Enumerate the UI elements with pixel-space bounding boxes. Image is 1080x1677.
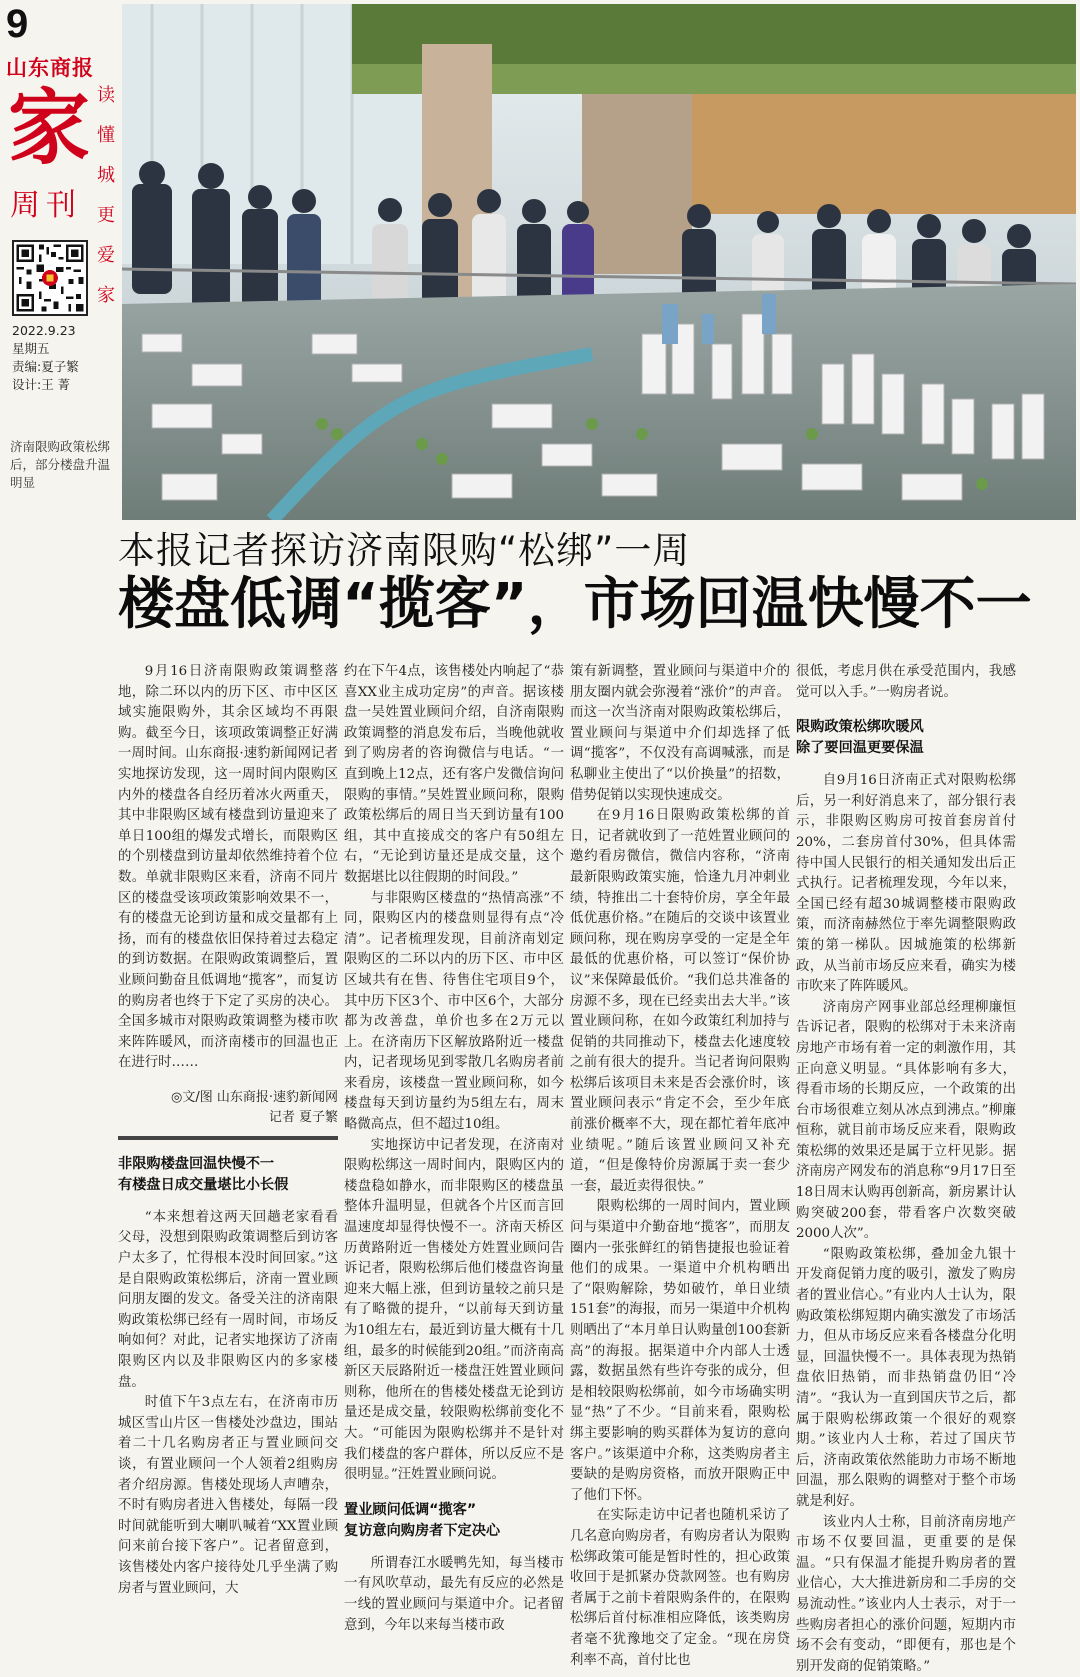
- photo-caption: 济南限购政策松绑后，部分楼盘升温明显: [10, 439, 111, 490]
- section-weekly: 周刊: [10, 188, 82, 223]
- body-paragraph: 时值下午3点左右，在济南市历城区雪山片区一售楼处沙盘边，围站着二十几名购房者正与置业顾问交谈，有置业顾问一个人领着2组购房者介绍房源。售楼处现场人声嘈杂，不时有购房者进入售楼处，每隔一段时间就能听到大喇叭喊着“XX置业顾问来前台接下客户”。记者留意到，该售楼处内客户接待处几乎坐满了购房者与置业顾问，大: [118, 1395, 338, 1596]
- masthead: [0, 0, 122, 520]
- paper-name: 山东商报: [6, 56, 94, 80]
- designer-credit: 设计:王 菁: [12, 377, 71, 392]
- qr-code-icon[interactable]: [12, 240, 88, 316]
- slogan-char: 爱: [97, 245, 115, 266]
- subhead-line: 限购政策松绑吹暖风: [796, 719, 924, 736]
- body-paragraph: 限购松绑的一周时间内，置业顾问与渠道中介勤奋地“揽客”，而朋友圈内一张张鲜红的销售捷报也验证着他们的成果。一渠道中介机构晒出了“限购解除，势如破竹，单日业绩151套”的海报，而另一渠道中介机构则晒出了“本月单日认购量创100套新高”的海报。据渠道中介内部人士透露，数据虽然有些许夸张的成分，但是相较限购松绑前，如今市场确实明显“热”了不少。“目前来看，限购松绑主要影响的购买群体为复访的意向客户。”该渠道中介称，这类购房者主要缺的是购房资格，而放开限购正中了他们下怀。: [570, 1199, 790, 1503]
- body-paragraph: 很低，考虑月供在承受范围内，我感觉可以入手。”一购房者说。: [796, 664, 1016, 700]
- lead-photo: [122, 4, 1076, 520]
- subhead-line: 置业顾问低调“揽客”: [344, 1501, 477, 1518]
- article-column-3: [570, 662, 790, 1671]
- body-paragraph: 在实际走访中记者也随机采访了几名意向购房者，有购房者认为限购松绑政策可能是暂时性的，担心政策收回于是抓紧办贷款网签。也有购房者属于之前卡着限购条件的，在限购松绑后首付标准相应降低，该类购房者毫不犹豫地交了定金。“现在房贷利率不高，首付比也: [570, 1508, 790, 1668]
- slogan-char: 懂: [97, 125, 115, 146]
- article-column-1: [118, 662, 338, 1599]
- main-headline: 楼盘低调“揽客”，市场回温快慢不一: [118, 572, 1032, 637]
- subhead-line: 非限购楼盘回温快慢不一: [118, 1155, 275, 1172]
- body-paragraph: 该业内人士称，目前济南房地产市场不仅要回温，更重要的是保温。“只有保温才能提升购房者的置业信心，大大推进新房和二手房的交易流动性。”该业内人士表示，对于一些购房者担心的涨价问题，短期内市场不会有变动，“即便有，那也是个别开发商的促销策略。”: [796, 1514, 1016, 1674]
- article-column-2: [344, 662, 564, 1636]
- section-title: 家: [8, 80, 91, 176]
- body-paragraph: 实地探访中记者发现，在济南对限购松绑这一周时间内，限购区内的楼盘稳如静水，而非限购区的楼盘虽整体升温明显，但就各个片区而言回温速度却显得快慢不一。济南天桥区历黄路附近一售楼处方姓置业顾问告诉记者，限购松绑后他们楼盘咨询量迎来大幅上涨，但到访量较之前只是有了略微的提升，“以前每天到访量为10组左右，最近到访量大概有十几组，最多的时候能到20组。”而济南高新区天辰路附近一楼盘汪姓置业顾问则称，他所在的售楼处楼盘无论到访量还是成交量，较限购松绑前变化不大。“可能因为限购松绑并不是针对我们楼盘的客户群体，所以反应不是很明显。”汪姓置业顾问说。: [344, 1137, 564, 1483]
- slogan-char: 城: [97, 165, 115, 186]
- byline-line: 记者 夏子繁: [268, 1109, 338, 1125]
- body-paragraph: 济南房产网事业部总经理柳廉恒告诉记者，限购的松绑对于未来济南房地产市场有着一定的刺激作用，其正向意义明显。“具体影响有多大，得看市场的长期反应，一个政策的出台市场很难立刻从冰点到沸点。”柳廉恒称，就目前市场反应来看，限购政策松绑的效果还是属于立杆见影。据济南房产网发布的消息称“9月17日至18日周末认购再创新高，新房累计认购突破200套，带看客户次数突破2000人次”。: [796, 999, 1016, 1242]
- slogan: [94, 86, 118, 306]
- body-paragraph: 策有新调整，置业顾问与渠道中介的朋友圈内就会弥漫着“涨价”的声音。而这一次当济南对限购政策松绑后，置业顾问与渠道中介们却选择了低调“揽客”，不仅没有高调喊涨，而是私聊业主使出了“以价换量”的招数，借势促销以实现快速成交。: [570, 664, 790, 803]
- editor-credit: 责编:夏子繁: [12, 359, 79, 374]
- body-paragraph: “本来想着这两天回趟老家看看父母，没想到限购政策调整后到访客户太多了，忙得根本没时间回家。”这是自限购政策松绑后，济南一置业顾问朋友圈的发文。备受关注的济南限购政策松绑已经有一周时间，市场反响如何？对此，记者实地探访了济南限购区内以及非限购区内的多家楼盘。: [118, 1209, 338, 1390]
- body-paragraph: 与非限购区楼盘的“热情高涨”不同，限购区内的楼盘则显得有点“冷清”。记者梳理发现，目前济南划定限购区的二环以内的历下区、市中区区域共有在售、待售住宅项目9个，其中历下区3个、市中区6个，大部分都为改善盘，单价也多在2万元以上。在济南历下区解放路附近一楼盘内，记者现场见到零散几名购房者前来看房，该楼盘一置业顾问称，如今楼盘每天到访量约为5组左右，周末略微高点，但不超过10组。: [344, 890, 564, 1133]
- byline-line: ◎文/图 山东商报·速豹新闻网: [171, 1089, 338, 1105]
- lead-paragraph: 9月16日济南限购政策调整落地，除二环以内的历下区、市中区区域实施限购外，其余区域均不再限购。截至今日，该项政策调整正好满一周时间。山东商报·速豹新闻网记者实地探访发现，这一周时间内限购区内外的楼盘各自经历着冰火两重天，其中非限购区域有楼盘到访量迎来了单日100组的爆发式增长，而限购区的个别楼盘到访量却依然维持着个位数。单就非限购区来看，济南不同片区的楼盘受该项政策影响效果不一，有的楼盘无论到访量和成交量都有上扬，而有的楼盘依旧保持着过去稳定的到访数据。在限购政策调整后，置业顾问勤奋且低调地“揽客”，而复访的购房者也终于下定了买房的决心。全国多城市对限购政策调整为楼市吹来阵阵暖风，而济南楼市的回温也正在进行时……: [118, 664, 338, 1071]
- section-divider: [118, 1136, 338, 1140]
- article-column-4: [796, 662, 1016, 1677]
- slogan-char: 读: [97, 85, 115, 106]
- subhead-line: 复访意向购房者下定决心: [344, 1522, 501, 1539]
- section-subhead: [118, 1154, 338, 1196]
- body-paragraph: “限购政策松绑，叠加金九银十开发商促销力度的吸引，激发了购房者的置业信心。”有业内人士认为，限购政策松绑短期内确实激发了市场活力，但从市场反应来看各楼盘分化明显，回温快慢不一。具体表现为热销盘依旧热销，而非热销盘仍旧“冷清”。“我认为一直到国庆节之后，都属于限购松绑政策一个很好的观察期。”该业内人士称，若过了国庆节后，济南政策依然能助力市场不断地回温，那么限购的调整对于整个市场就是利好。: [796, 1246, 1016, 1509]
- issue-weekday: 星期五: [12, 341, 50, 356]
- subhead-line: 除了要回温更要保温: [796, 740, 924, 757]
- body-paragraph: 约在下午4点，该售楼处内响起了“恭喜XX业主成功定房”的声音。据该楼盘一吴姓置业顾问介绍，自济南限购政策调整的消息发布后，当晚他就收到了购房者的咨询微信与电话。“一直到晚上12点，还有客户发微信询问限购的事情。”吴姓置业顾问称，限购政策松绑后的周日当天到访量有100组，其中直接成交的客户有50组左右，“无论到访量还是成交量，这个数据堪比以往假期的时间段。”: [344, 664, 564, 885]
- subhead-line: 有楼盘日成交量堪比小长假: [118, 1176, 289, 1193]
- body-paragraph: 自9月16日济南正式对限购松绑后，另一利好消息来了，部分银行表示，非限购区购房可按首套房首付20%，二套房首付30%，但具体需待中国人民银行的相关通知发出后正式执行。记者梳理发现，今年以来，全国已经有超30城调整楼市限购政策，而济南赫然位于率先调整限购政策的第一梯队。因城施策的松绑新政，从当前市场反应来看，确实为楼市吹来了阵阵暖风。: [796, 773, 1016, 995]
- issue-date: 2022.9.23: [12, 323, 76, 338]
- page-number: 9: [6, 2, 29, 46]
- body-paragraph: 所谓春江水暖鸭先知，每当楼市一有风吹草动，最先有反应的必然是一线的置业顾问与渠道中介。记者留意到，今年以来每当楼市政: [344, 1555, 564, 1633]
- byline: [118, 1088, 338, 1128]
- slogan-char: 更: [97, 205, 115, 226]
- section-subhead: [344, 1500, 564, 1542]
- sub-headline: 本报记者探访济南限购“松绑”一周: [118, 529, 691, 572]
- issue-meta: [12, 322, 79, 394]
- section-subhead: [796, 717, 1016, 759]
- slogan-char: 家: [97, 285, 115, 306]
- body-paragraph: 在9月16日限购政策松绑的首日，记者就收到了一范姓置业顾问的邀约看房微信，微信内容称，“济南最新限购政策实施，恰逢九月冲刺业绩，特推出二十套特价房，享全年最低优惠价格。”在随后的交谈中该置业顾问称，现在购房享受的一定是全年最低的优惠价格，可以签订“保价协议”来保障最低价。“我们总共准备的房源不多，现在已经卖出去大半。”该置业顾问称，在如今政策红利加持与促销的共同推动下，楼盘去化速度较之前有很大的提升。当记者询问限购松绑后该项目未来是否会涨价时，该置业顾问表示“肯定不会，至少年底前涨价概率不大，现在都忙着年底冲业绩呢。”随后该置业顾问又补充道，“但是像特价房源属于卖一套少一套，最近卖得很快。”: [570, 808, 790, 1194]
